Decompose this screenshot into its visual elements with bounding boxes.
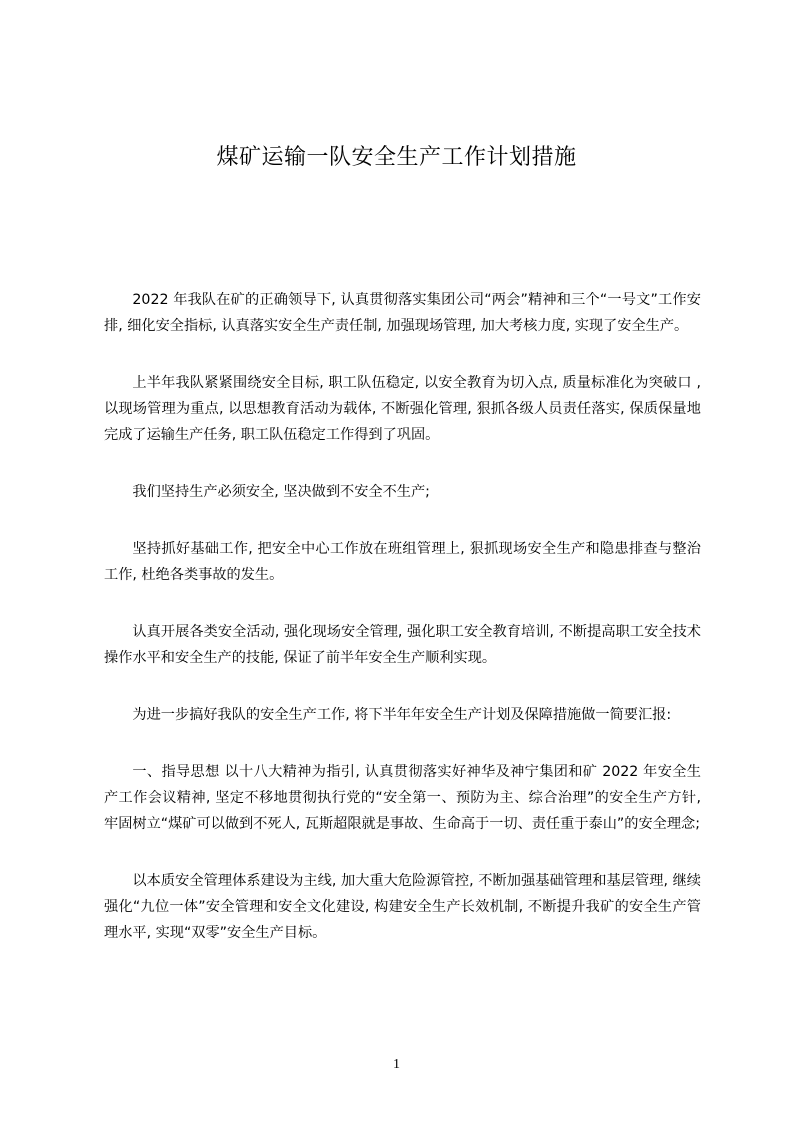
paragraph-8: 以本质安全管理体系建设为主线, 加大重大危险源管控, 不断加强基础管理和基层管理, 继续强化“九位一体”安全管理和安全文化建设, 构建安全生产长效机制, 不断提升我矿的安全生产管理水平, 实现“双零”安全生产目标。 xyxy=(104,873,701,941)
paragraph-3: 我们坚持生产必须安全, 坚决做到不安全不生产; xyxy=(132,484,430,500)
paragraph-1: 2022 年我队在矿的正确领导下, 认真贯彻落实集团公司“两会”精神和三个“一号文”工作安排, 细化安全指标, 认真落实安全生产责任制, 加强现场管理, 加大考核力度, 实现了安全生产。 xyxy=(104,292,701,334)
paragraph-2: 上半年我队紧紧围绕安全目标, 职工队伍稳定, 以安全教育为切入点, 质量标准化为突破口 , 以现场管理为重点, 以思想教育活动为载体, 不断强化管理, 狠抓各级人员责任落实, 保质保量地完成了运输生产任务, 职工队伍稳定工作得到了巩固。 xyxy=(104,375,701,443)
page-number: 1 xyxy=(393,1057,400,1072)
paragraph-5: 认真开展各类安全活动, 强化现场安全管理, 强化职工安全教育培训, 不断提高职工安全技术操作水平和安全生产的技能, 保证了前半年安全生产顺利实现。 xyxy=(104,624,701,666)
paragraph-7: 一、指导思想 以十八大精神为指引, 认真贯彻落实好神华及神宁集团和矿 2022 年安全生产工作会议精神, 坚定不移地贯彻执行党的“安全第一、预防为主、综合治理”的安全生产方针, 牢固树立“煤矿可以做到不死人, 瓦斯超限就是事故、生命高于一切、责任重于泰山”的安全理念; xyxy=(104,764,701,832)
paragraph-6: 为进一步搞好我队的安全生产工作, 将下半年年安全生产计划及保障措施做一简要汇报: xyxy=(132,707,672,723)
page-title: 煤矿运输一队安全生产工作计划措施 xyxy=(216,145,577,170)
paragraph-4: 坚持抓好基础工作, 把安全中心工作放在班组管理上, 狠抓现场安全生产和隐患排查与整治工作, 杜绝各类事故的发生。 xyxy=(104,541,701,583)
document-body xyxy=(104,287,701,977)
